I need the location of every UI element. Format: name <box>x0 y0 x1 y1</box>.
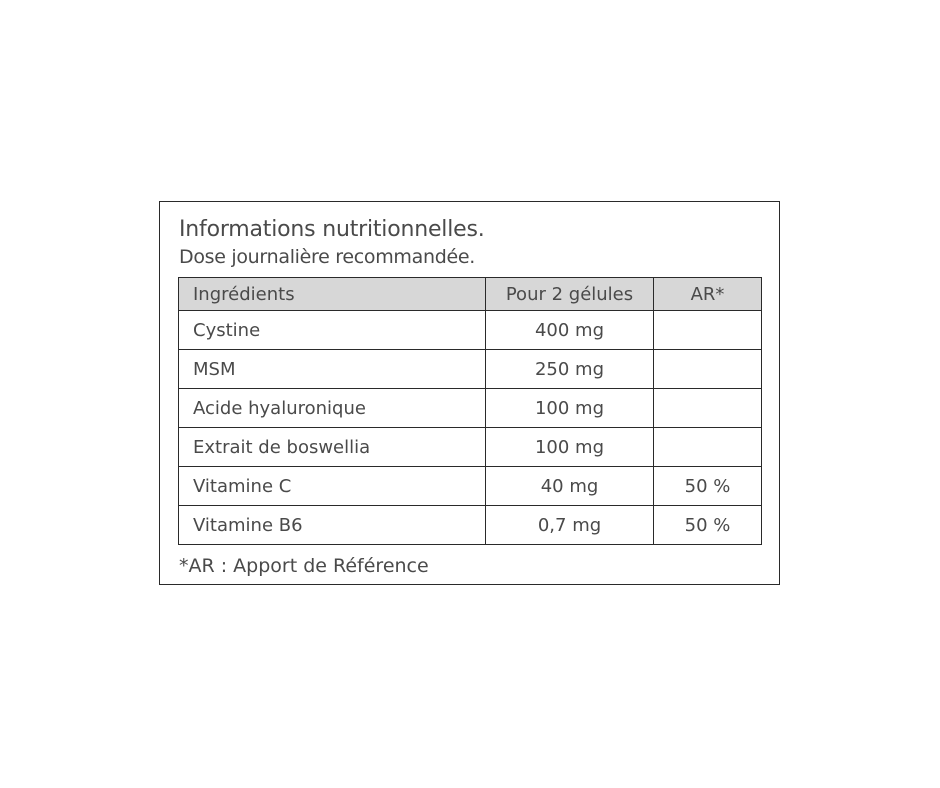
header-ingredient: Ingrédients <box>179 278 486 311</box>
cell-ingredient: Extrait de boswellia <box>179 428 486 467</box>
cell-ingredient: Cystine <box>179 311 486 350</box>
cell-ar <box>654 389 762 428</box>
panel-title: Informations nutritionnelles. <box>179 217 485 242</box>
cell-dose: 0,7 mg <box>486 506 654 545</box>
cell-ingredient: Acide hyaluronique <box>179 389 486 428</box>
cell-ar <box>654 428 762 467</box>
table-row <box>179 350 762 389</box>
header-dose: Pour 2 gélules <box>486 278 654 311</box>
panel-subtitle: Dose journalière recommandée. <box>179 246 475 268</box>
cell-dose: 400 mg <box>486 311 654 350</box>
cell-dose: 40 mg <box>486 467 654 506</box>
cell-ar: 50 % <box>654 506 762 545</box>
header-ar: AR* <box>654 278 762 311</box>
cell-ar <box>654 311 762 350</box>
table-row <box>179 428 762 467</box>
nutrition-info-panel <box>159 201 780 585</box>
footnote: *AR : Apport de Référence <box>179 555 429 577</box>
header-row <box>179 278 762 311</box>
table-row <box>179 311 762 350</box>
cell-dose: 250 mg <box>486 350 654 389</box>
cell-ingredient: MSM <box>179 350 486 389</box>
cell-dose: 100 mg <box>486 428 654 467</box>
table-row <box>179 467 762 506</box>
cell-dose: 100 mg <box>486 389 654 428</box>
cell-ingredient: Vitamine C <box>179 467 486 506</box>
cell-ar <box>654 350 762 389</box>
cell-ingredient: Vitamine B6 <box>179 506 486 545</box>
table-row <box>179 506 762 545</box>
cell-ar: 50 % <box>654 467 762 506</box>
table-header <box>179 278 762 311</box>
table-row <box>179 389 762 428</box>
table-body <box>179 311 762 545</box>
nutrition-table <box>178 277 762 545</box>
